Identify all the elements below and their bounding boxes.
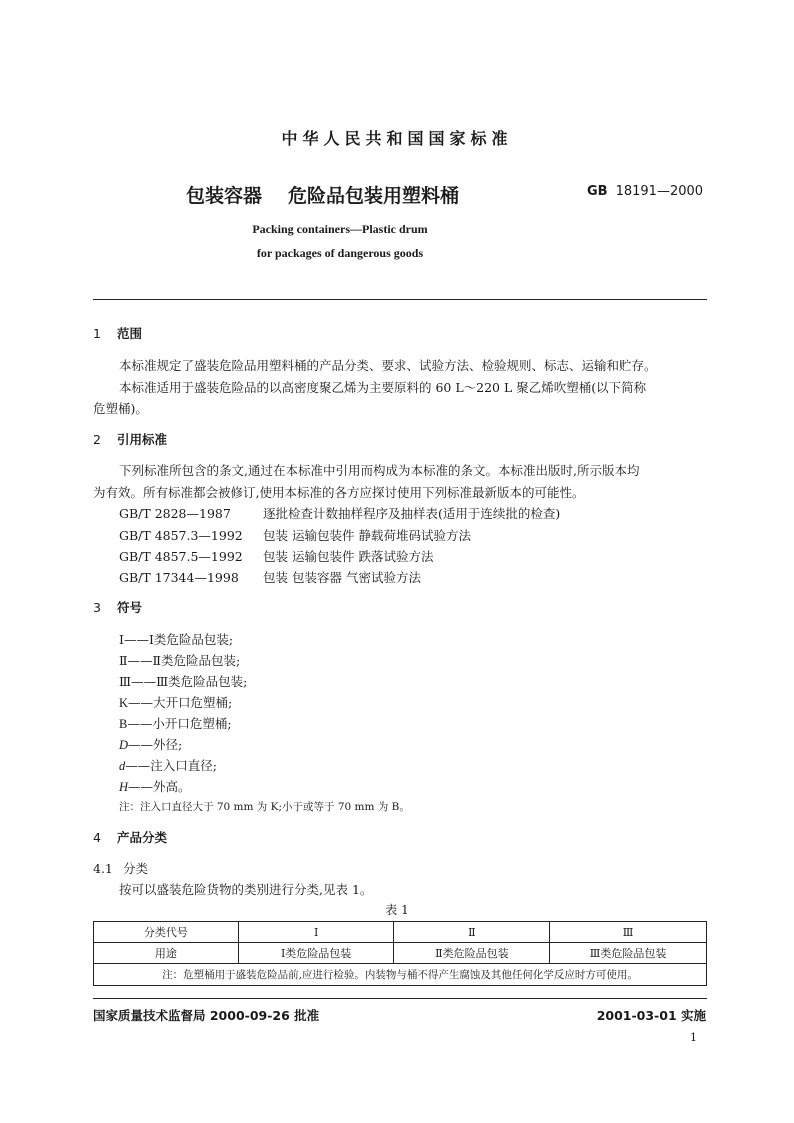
subsection-title: 分类 bbox=[123, 861, 149, 876]
symbol: Ⅲ bbox=[119, 674, 132, 689]
symbol-item bbox=[119, 756, 217, 774]
symbol: Ⅱ bbox=[119, 653, 128, 668]
table-cell: Ⅱ类危险品包装 bbox=[394, 943, 550, 964]
standard-number bbox=[587, 184, 703, 199]
reference-code: GB/T 4857.5—1992 bbox=[119, 549, 243, 564]
subsection-4-1-heading bbox=[93, 859, 148, 877]
section-2-heading bbox=[93, 430, 167, 448]
symbol: B bbox=[119, 717, 128, 731]
section-number: 4 bbox=[93, 830, 101, 845]
symbols-note: 注：注入口直径大于 70 mm 为 K;小于或等于 70 mm 为 B。 bbox=[119, 801, 410, 813]
symbol-item bbox=[119, 714, 232, 732]
symbol: d bbox=[119, 759, 126, 773]
table-header-row bbox=[94, 922, 707, 943]
title-part-1: 包装容器 bbox=[186, 185, 263, 207]
references-intro-line-1: 下列标准所包含的条文,通过在本标准中引用而构成为本标准的条文。本标准出版时,所示版本均 bbox=[119, 463, 640, 478]
table-cell: Ⅰ bbox=[238, 922, 394, 943]
gb-number: 18191—2000 bbox=[615, 184, 704, 199]
scope-paragraph-2-line-1: 本标准适用于盛装危险品的以高密度聚乙烯为主要原料的 60 L～220 L 聚乙烯吹塑桶(以下简称 bbox=[119, 380, 647, 395]
section-title: 引用标准 bbox=[117, 432, 168, 447]
reference-item bbox=[119, 504, 560, 522]
classification-text: 按可以盛装危险货物的类别进行分类,见表 1。 bbox=[119, 882, 373, 897]
gb-prefix: GB bbox=[587, 184, 608, 199]
symbol-description: ——小开口危塑桶; bbox=[127, 716, 232, 731]
reference-code: GB/T 2828—1987 bbox=[119, 506, 231, 521]
section-title: 符号 bbox=[117, 600, 143, 615]
english-title-line-2: for packages of dangerous goods bbox=[256, 246, 424, 260]
symbol-item bbox=[119, 735, 182, 753]
table-row bbox=[94, 943, 707, 964]
header-divider bbox=[93, 299, 707, 300]
table-note: 注：危塑桶用于盛装危险品前,应进行检验。内装物与桶不得产生腐蚀及其他任何化学反应时方可使用。 bbox=[94, 964, 707, 986]
symbol-item bbox=[119, 693, 232, 711]
table-cell: Ⅲ类危险品包装 bbox=[550, 943, 707, 964]
symbol: H bbox=[119, 780, 129, 794]
reference-item bbox=[119, 526, 471, 544]
symbol-description: ——外径; bbox=[128, 737, 183, 752]
approval-line: 国家质量技术监督局 2000-09-26 批准 bbox=[93, 1008, 320, 1023]
symbol-description: ——Ⅰ类危险品包装; bbox=[123, 632, 234, 647]
table-cell: 分类代号 bbox=[94, 922, 239, 943]
reference-title: 逐批检查计数抽样程序及抽样表(适用于连续批的检查) bbox=[263, 506, 561, 521]
title-part-2: 危险品包装用塑料桶 bbox=[288, 185, 460, 207]
section-number: 1 bbox=[93, 326, 101, 341]
symbol-description: ——大开口危塑桶; bbox=[128, 695, 233, 710]
document-title bbox=[186, 181, 459, 208]
table-caption: 表 1 bbox=[385, 903, 409, 917]
section-4-heading bbox=[93, 828, 167, 846]
classification-table bbox=[93, 921, 707, 986]
implementation-date: 2001-03-01 实施 bbox=[596, 1008, 706, 1023]
section-title: 产品分类 bbox=[117, 830, 168, 845]
symbol-description: ——注入口直径; bbox=[125, 758, 217, 773]
table-note-row bbox=[94, 964, 707, 986]
section-number: 2 bbox=[93, 432, 101, 447]
page-number: 1 bbox=[690, 1031, 697, 1044]
symbol: K bbox=[119, 696, 129, 710]
reference-title: 包装 运输包装件 跌落试验方法 bbox=[263, 549, 434, 564]
reference-item bbox=[119, 568, 421, 586]
english-title-line-1: Packing containers—Plastic drum bbox=[252, 222, 428, 236]
references-intro-line-2: 为有效。所有标准都会被修订,使用本标准的各方应探讨使用下列标准最新版本的可能性。 bbox=[93, 485, 585, 500]
symbol: D bbox=[119, 738, 129, 752]
reference-title: 包装 包装容器 气密试验方法 bbox=[263, 570, 421, 585]
footer-divider bbox=[93, 998, 707, 999]
subsection-number: 4.1 bbox=[93, 861, 113, 876]
table-cell: 用途 bbox=[94, 943, 239, 964]
reference-title: 包装 运输包装件 静载荷堆码试验方法 bbox=[263, 528, 471, 543]
reference-item bbox=[119, 547, 433, 565]
reference-code: GB/T 4857.3—1992 bbox=[119, 528, 243, 543]
section-1-heading bbox=[93, 324, 142, 342]
table-cell: Ⅲ bbox=[550, 922, 707, 943]
symbol-item bbox=[119, 630, 233, 648]
table-cell: Ⅰ类危险品包装 bbox=[238, 943, 394, 964]
national-standard-heading: 中华人民共和国国家标准 bbox=[281, 129, 513, 148]
section-number: 3 bbox=[93, 600, 101, 615]
symbol-description: ——Ⅱ类危险品包装; bbox=[127, 653, 241, 668]
section-3-heading bbox=[93, 598, 142, 616]
symbol: Ⅰ bbox=[119, 632, 124, 647]
symbol-description: ——外高。 bbox=[128, 779, 191, 794]
reference-code: GB/T 17344—1998 bbox=[119, 570, 239, 585]
section-title: 范围 bbox=[117, 326, 143, 341]
table-cell: Ⅱ bbox=[394, 922, 550, 943]
scope-paragraph-2-line-2: 危塑桶)。 bbox=[93, 401, 148, 416]
symbol-description: ——Ⅲ类危险品包装; bbox=[131, 674, 248, 689]
symbol-item bbox=[119, 777, 191, 795]
symbol-item bbox=[119, 672, 247, 690]
symbol-item bbox=[119, 651, 240, 669]
scope-paragraph-1: 本标准规定了盛装危险品用塑料桶的产品分类、要求、试验方法、检验规则、标志、运输和贮存。 bbox=[119, 358, 657, 373]
